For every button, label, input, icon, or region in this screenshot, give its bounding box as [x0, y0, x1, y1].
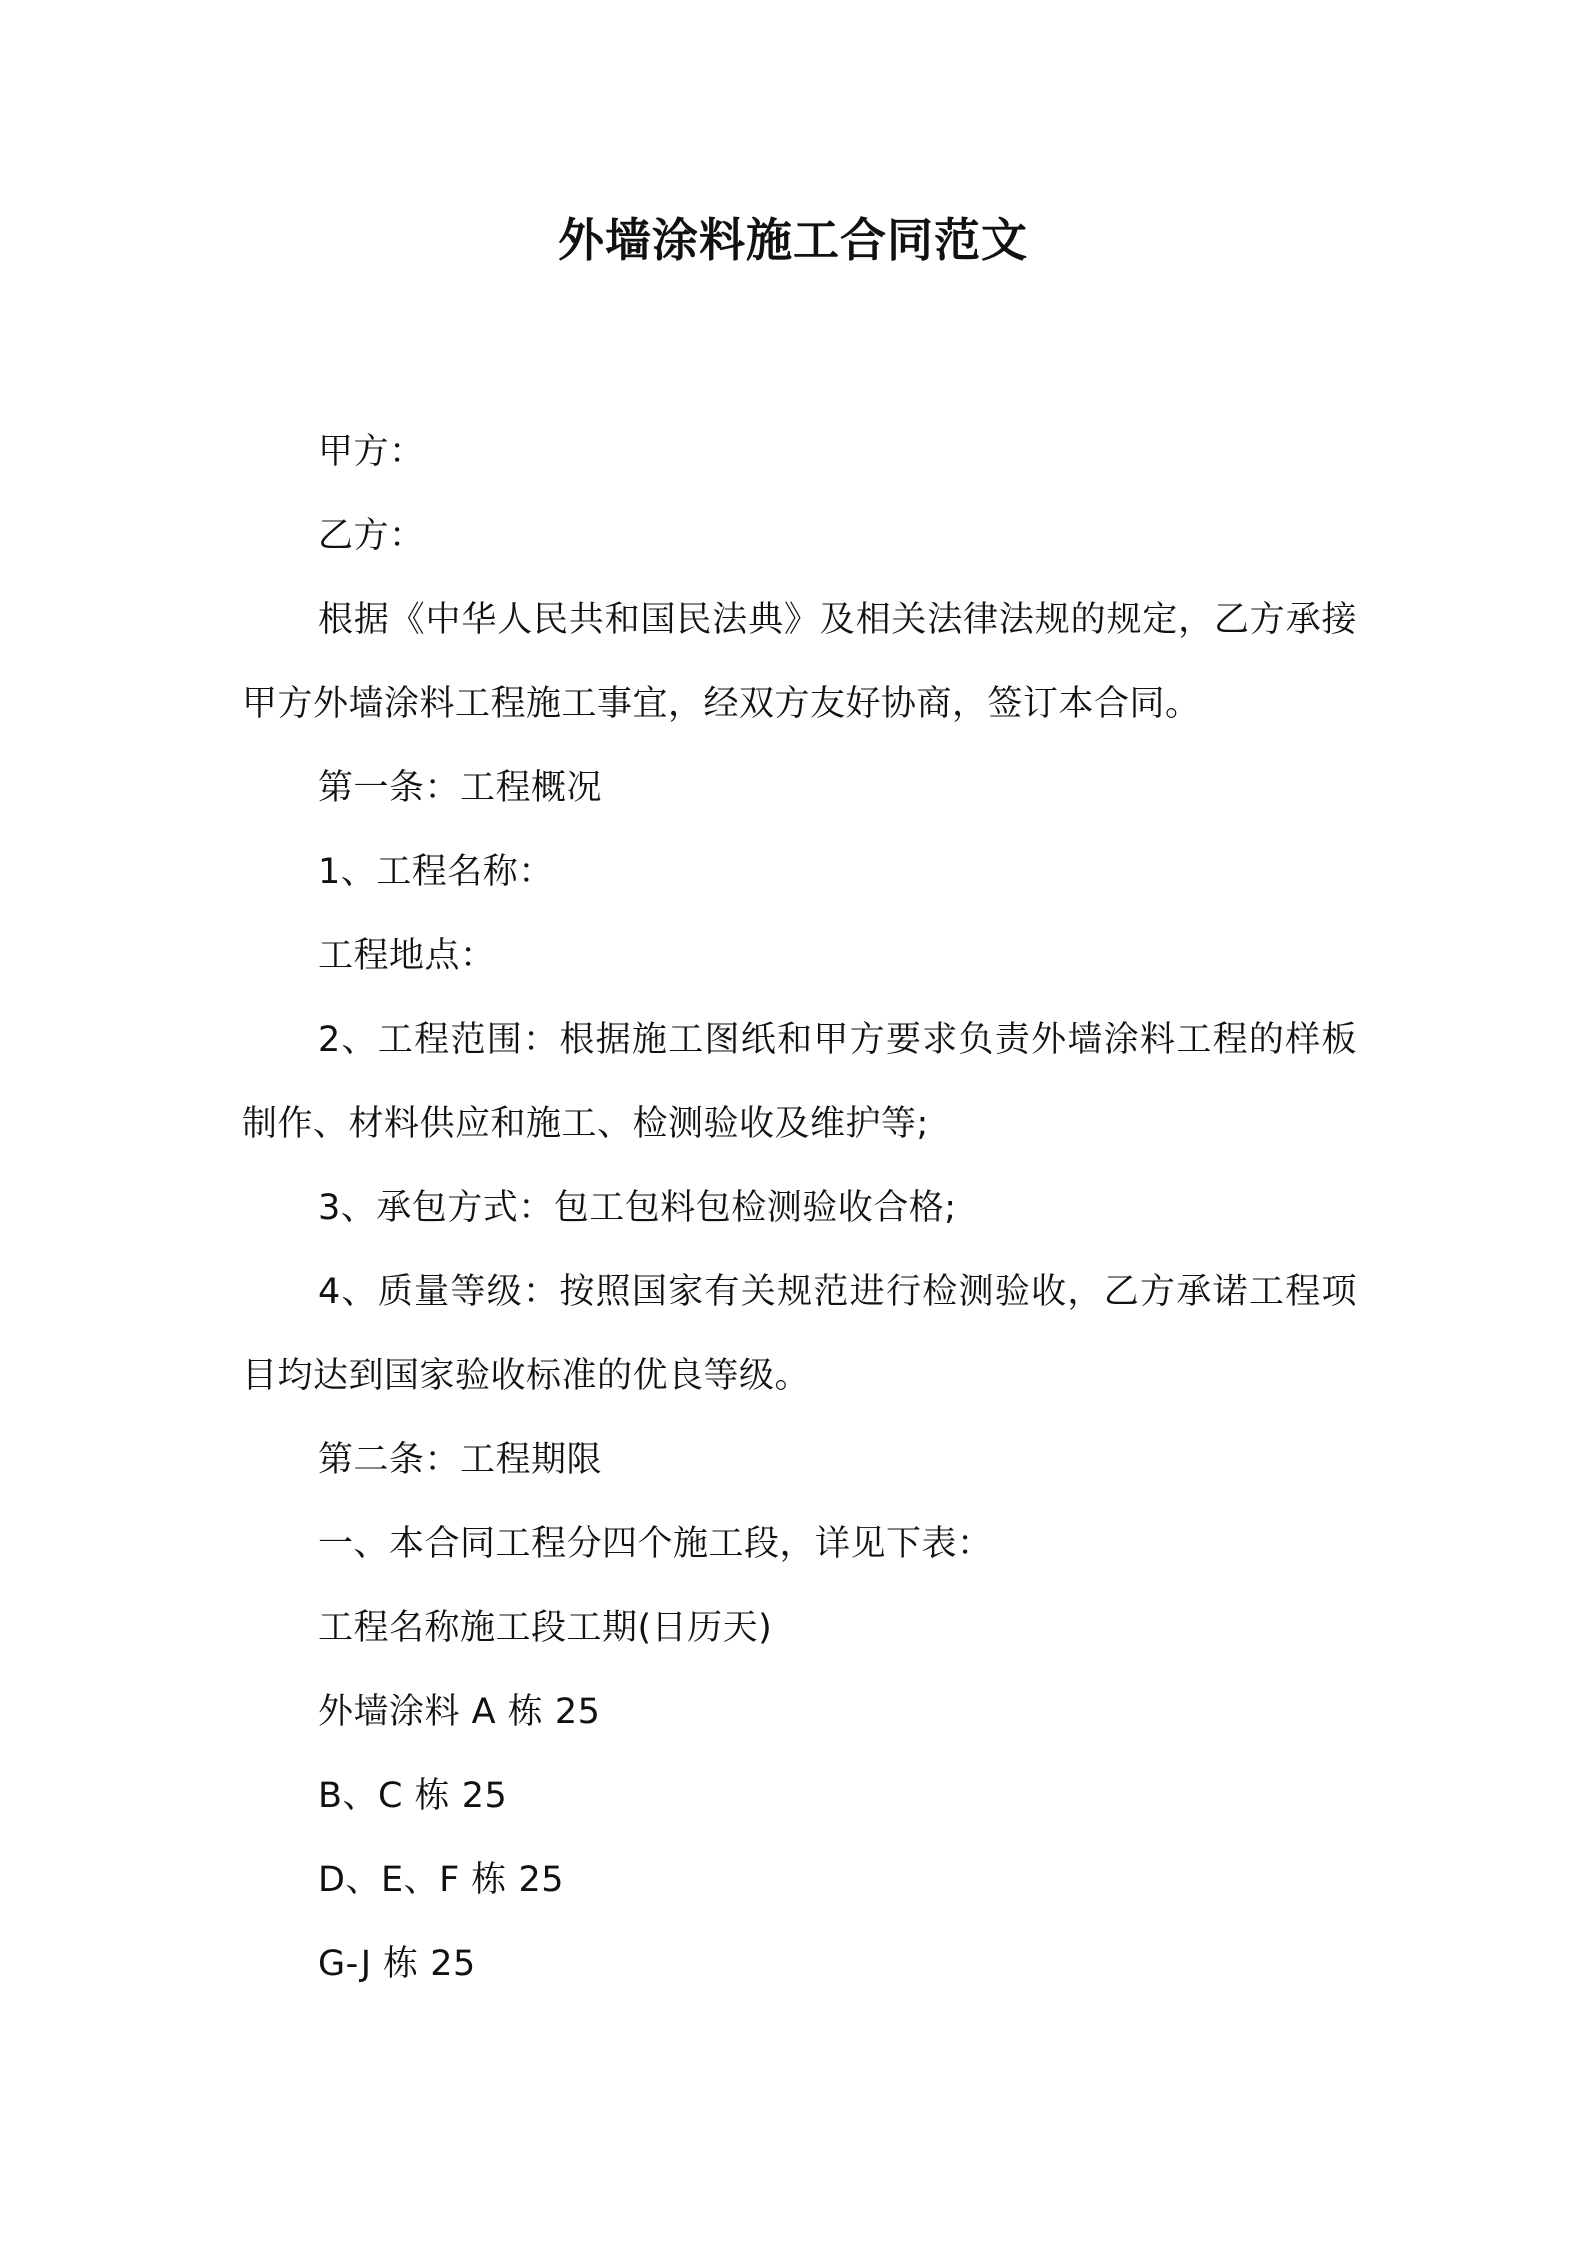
schedule-row: D、E、F 栋 25	[318, 1860, 564, 1900]
document-title: 外墙涂料施工合同范文	[558, 213, 1028, 267]
contract-method-line: 3、承包方式：包工包料包检测验收合格;	[318, 1188, 957, 1228]
project-location-line: 工程地点：	[318, 936, 496, 976]
party-a-line: 甲方：	[318, 432, 425, 472]
project-scope-paragraph: 2、工程范围：根据施工图纸和甲方要求负责外墙涂料工程的样板制作、材料供应和施工、检测验收及维护等;	[242, 1020, 1357, 1144]
schedule-row: 外墙涂料 A 栋 25	[318, 1692, 601, 1732]
article-1-heading: 第一条：工程概况	[318, 768, 603, 808]
schedule-row: G-J 栋 25	[318, 1944, 476, 1984]
party-b-line: 乙方：	[318, 516, 425, 556]
quality-grade-paragraph: 4、质量等级：按照国家有关规范进行检测验收，乙方承诺工程项目均达到国家验收标准的优良等级。	[242, 1272, 1357, 1396]
document-body	[242, 410, 1357, 2006]
project-name-line: 1、工程名称：	[318, 852, 554, 892]
schedule-row: B、C 栋 25	[318, 1776, 508, 1816]
preamble-paragraph: 根据《中华人民共和国民法典》及相关法律法规的规定，乙方承接甲方外墙涂料工程施工事宜，经双方友好协商，签订本合同。	[242, 600, 1357, 724]
construction-sections-line: 一、本合同工程分四个施工段，详见下表：	[318, 1524, 993, 1564]
article-2-heading: 第二条：工程期限	[318, 1440, 603, 1480]
schedule-header-line: 工程名称施工段工期(日历天)	[318, 1608, 773, 1648]
